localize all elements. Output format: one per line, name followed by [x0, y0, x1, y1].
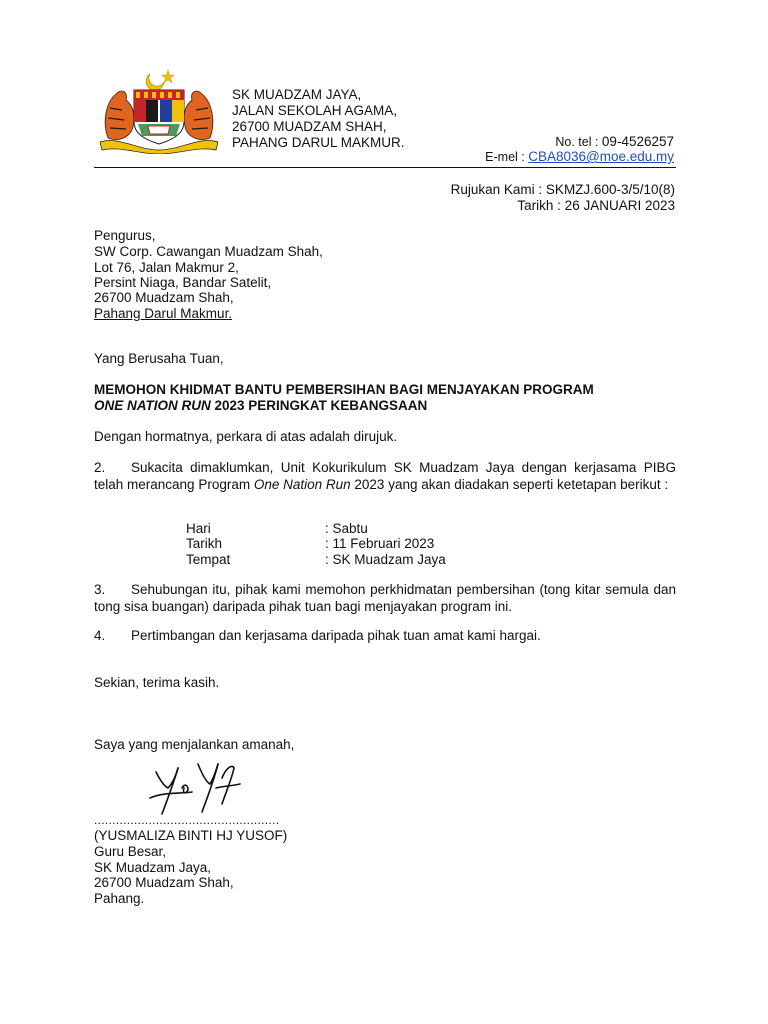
school-address-line: PAHANG DARUL MAKMUR. — [232, 135, 405, 150]
detail-label: Tempat — [186, 552, 231, 567]
signatory-address: 26700 Muadzam Shah, — [94, 875, 234, 890]
signatory-address: SK Muadzam Jaya, — [94, 860, 212, 875]
school-address-line: JALAN SEKOLAH AGAMA, — [232, 103, 398, 118]
malaysia-coat-of-arms-icon — [98, 66, 220, 154]
paragraph-text: Pertimbangan dan kerjasama daripada pihak tuan amat kami hargai. — [131, 628, 541, 643]
subject-program-name: ONE NATION RUN — [94, 398, 211, 413]
detail-value: : 11 Februari 2023 — [325, 536, 435, 551]
school-name: SK MUADZAM JAYA, — [232, 87, 362, 102]
sign-off: Saya yang menjalankan amanah, — [94, 737, 295, 752]
signature-line: ................................................... — [94, 813, 280, 827]
detail-value: : Sabtu — [325, 521, 368, 536]
signatory-name: (YUSMALIZA BINTI HJ YUSOF) — [94, 828, 288, 843]
salutation: Yang Berusaha Tuan, — [94, 351, 224, 366]
recipient-title: Pengurus, — [94, 228, 156, 243]
school-address-line: 26700 MUADZAM SHAH, — [232, 119, 387, 134]
paragraph-number: 2. — [94, 460, 106, 475]
signatory-address: Pahang. — [94, 891, 145, 906]
phone-number: 09-4526257 — [601, 134, 674, 149]
subject-rest: 2023 PERINGKAT KEBANGSAAN — [210, 398, 428, 413]
letter-date: Tarikh : 26 JANUARI 2023 — [517, 198, 675, 213]
email-link[interactable]: CBA8036@moe.edu.my — [528, 149, 674, 164]
reference-number: Rujukan Kami : SKMZJ.600-3/5/10(8) — [450, 182, 675, 197]
letterhead-divider — [94, 167, 676, 168]
detail-label: Tarikh — [186, 536, 223, 551]
recipient-line: Lot 76, Jalan Makmur 2, — [94, 260, 239, 275]
paragraph-3 — [94, 582, 676, 615]
paragraph-text: Sukacita dimaklumkan, Unit Kokurikulum SK Muadzam Jaya dengan kerjasama PIBG telah merancang Program — [94, 460, 676, 492]
recipient-line: 26700 Muadzam Shah, — [94, 290, 234, 305]
recipient-state: Pahang Darul Makmur. — [94, 306, 233, 321]
email-line — [485, 149, 674, 166]
program-name: One Nation Run — [253, 476, 351, 492]
handwritten-signature — [146, 758, 246, 820]
paragraph-number: 3. — [94, 582, 106, 597]
subject-line: MEMOHON KHIDMAT BANTU PEMBERSIHAN BAGI MENJAYAKAN PROGRAM — [94, 382, 594, 397]
detail-label: Hari — [186, 521, 211, 536]
paragraph-text: 2023 yang akan diadakan seperti ketetapan berikut : — [350, 476, 669, 492]
paragraph-2 — [94, 460, 676, 493]
paragraph-text: Sehubungan itu, pihak kami memohon perkhidmatan pembersihan (tong kitar semula dan tong sisa buangan) daripada pihak tuan bagi menjayakan program ini. — [94, 582, 676, 614]
paragraph-4 — [94, 628, 676, 645]
opening-sentence: Dengan hormatnya, perkara di atas adalah dirujuk. — [94, 429, 398, 444]
paragraph-number: 4. — [94, 628, 106, 643]
closing: Sekian, terima kasih. — [94, 675, 220, 690]
email-label: E-mel : — [485, 150, 529, 164]
subject-line — [94, 398, 427, 415]
recipient-line: Persint Niaga, Bandar Satelit, — [94, 275, 272, 290]
recipient-line: SW Corp. Cawangan Muadzam Shah, — [94, 244, 323, 259]
detail-value: : SK Muadzam Jaya — [325, 552, 446, 567]
signatory-title: Guru Besar, — [94, 844, 167, 859]
phone-label: No. tel : — [555, 135, 602, 149]
